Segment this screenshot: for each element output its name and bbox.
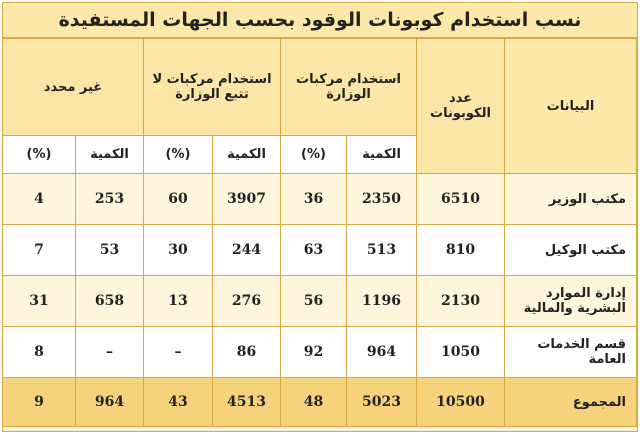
table-title: نسب استخدام كوبونات الوقود بحسب الجهات المستفيدة: [3, 3, 637, 38]
cell-non-ministry-percent: 30: [143, 225, 212, 276]
row-label: إدارة الموارد البشرية والمالية: [505, 276, 637, 327]
subheader-percent: (%): [143, 136, 212, 174]
cell-ministry-percent: 63: [281, 225, 347, 276]
cell-unspecified-quantity: 53: [75, 225, 143, 276]
row-label: قسم الخدمات العامة: [505, 327, 637, 378]
total-unspecified-quantity: 964: [75, 378, 143, 427]
total-ministry-percent: 48: [281, 378, 347, 427]
cell-non-ministry-percent: –: [143, 327, 212, 378]
cell-ministry-quantity: 1196: [347, 276, 417, 327]
header-non-ministry-vehicles: استخدام مركبات لا تتبع الوزارة: [143, 39, 280, 136]
cell-coupons: 1050: [417, 327, 505, 378]
cell-ministry-quantity: 2350: [347, 174, 417, 225]
table-row: [2, 327, 636, 378]
cell-non-ministry-quantity: 3907: [213, 174, 281, 225]
row-label: مكتب الوكيل: [505, 225, 637, 276]
cell-ministry-quantity: 964: [347, 327, 417, 378]
cell-unspecified-percent: 7: [2, 225, 75, 276]
total-ministry-quantity: 5023: [347, 378, 417, 427]
total-unspecified-percent: 9: [2, 378, 75, 427]
coupons-table: [2, 38, 637, 427]
cell-non-ministry-percent: 60: [143, 174, 212, 225]
cell-non-ministry-percent: 13: [143, 276, 212, 327]
cell-unspecified-quantity: 253: [75, 174, 143, 225]
coupons-table-panel: [2, 2, 638, 432]
cell-unspecified-quantity: 658: [75, 276, 143, 327]
cell-coupons: 810: [417, 225, 505, 276]
header-data: البيانات: [505, 39, 637, 174]
total-label: المجموع: [505, 378, 637, 427]
header-ministry-vehicles: استخدام مركبات الوزارة: [281, 39, 417, 136]
cell-ministry-percent: 92: [281, 327, 347, 378]
header-coupons-count: عدد الكوبونات: [417, 39, 505, 174]
cell-non-ministry-quantity: 244: [213, 225, 281, 276]
cell-coupons: 6510: [417, 174, 505, 225]
table-row: [2, 174, 636, 225]
table-row: [2, 225, 636, 276]
cell-non-ministry-quantity: 86: [213, 327, 281, 378]
subheader-quantity: الكمية: [347, 136, 417, 174]
cell-unspecified-quantity: –: [75, 327, 143, 378]
cell-ministry-percent: 56: [281, 276, 347, 327]
cell-unspecified-percent: 4: [2, 174, 75, 225]
cell-ministry-quantity: 513: [347, 225, 417, 276]
cell-non-ministry-quantity: 276: [213, 276, 281, 327]
subheader-percent: (%): [2, 136, 75, 174]
total-non-ministry-percent: 43: [143, 378, 212, 427]
table-row: [2, 276, 636, 327]
cell-unspecified-percent: 31: [2, 276, 75, 327]
row-label: مكتب الوزير: [505, 174, 637, 225]
subheader-percent: (%): [281, 136, 347, 174]
cell-coupons: 2130: [417, 276, 505, 327]
total-non-ministry-quantity: 4513: [213, 378, 281, 427]
cell-unspecified-percent: 8: [2, 327, 75, 378]
cell-ministry-percent: 36: [281, 174, 347, 225]
subheader-quantity: الكمية: [213, 136, 281, 174]
total-row: [2, 378, 636, 427]
total-coupons: 10500: [417, 378, 505, 427]
subheader-quantity: الكمية: [75, 136, 143, 174]
header-unspecified: غير محدد: [2, 39, 143, 136]
